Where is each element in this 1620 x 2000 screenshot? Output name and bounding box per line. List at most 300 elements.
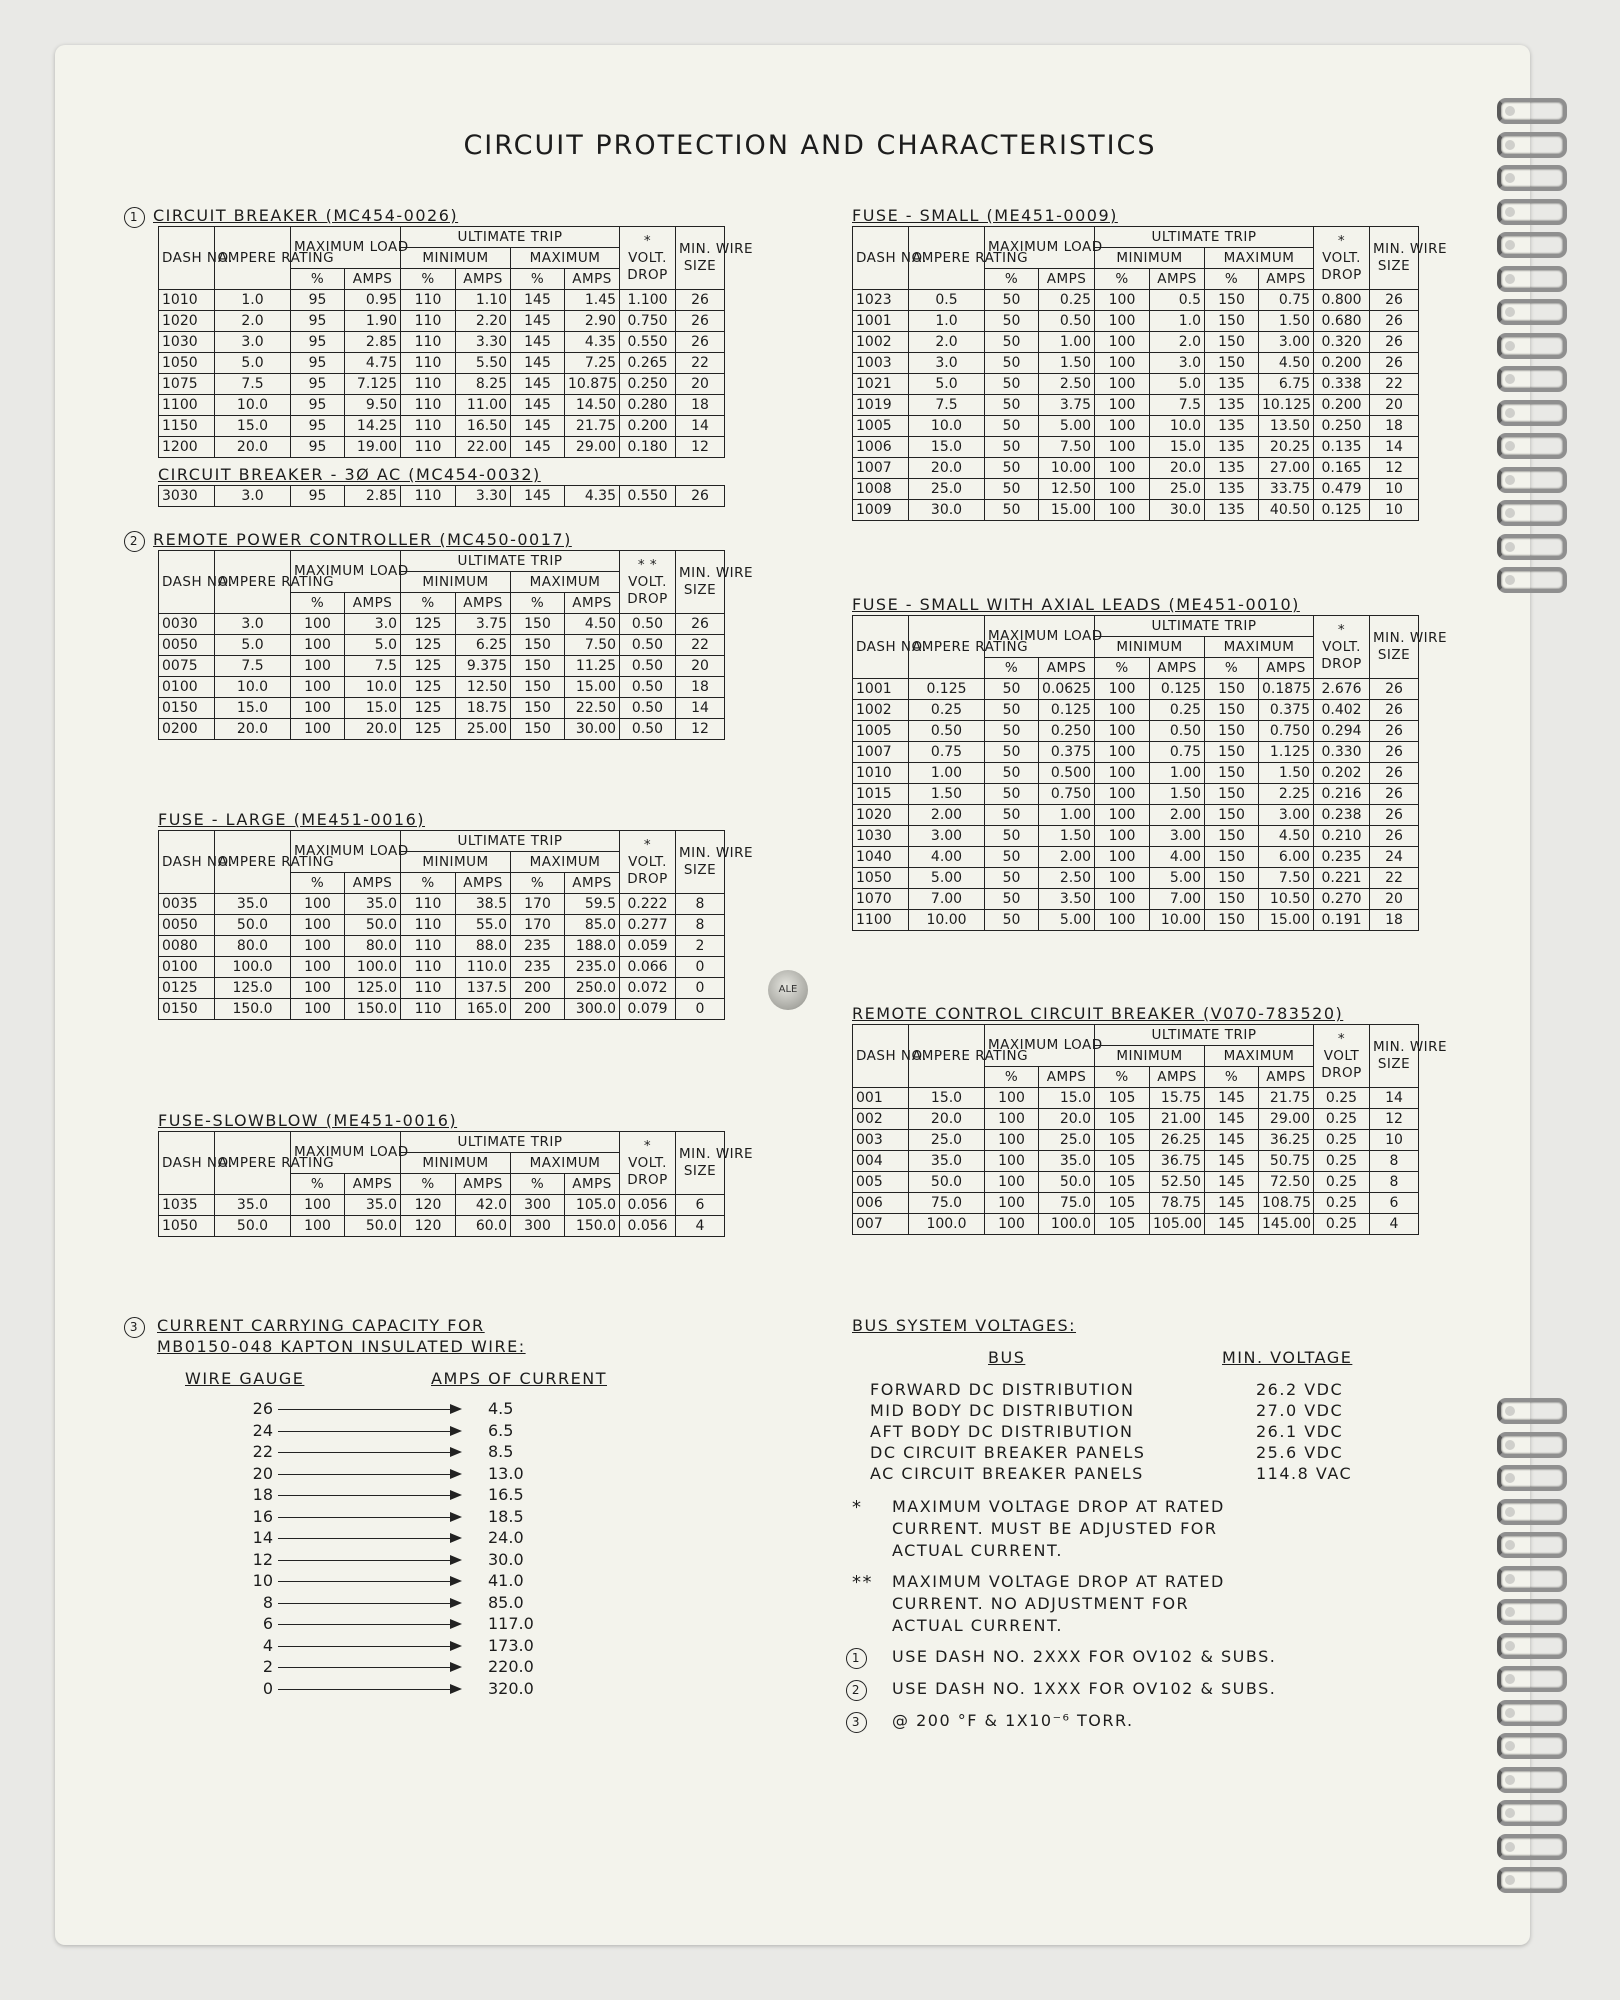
cell-min-wire-size: 18 bbox=[1370, 910, 1419, 931]
cell-ampere-rating: 1.50 bbox=[909, 784, 985, 805]
cell-ampere-rating: 3.0 bbox=[215, 486, 291, 507]
cell-max-trip-pct: 150 bbox=[511, 614, 565, 635]
cell-min-trip-pct: 120 bbox=[401, 1195, 456, 1216]
cell-min-trip-pct: 100 bbox=[1095, 458, 1150, 479]
table-row bbox=[853, 437, 1419, 458]
amps-value: 4.5 bbox=[488, 1399, 514, 1418]
cell-min-wire-size: 26 bbox=[1370, 290, 1419, 311]
cell-volt-drop: 0.680 bbox=[1314, 311, 1370, 332]
header-text: ULTIMATE TRIP bbox=[457, 552, 563, 569]
arrow-line bbox=[278, 1560, 458, 1561]
cell-max-load-amps: 7.125 bbox=[345, 374, 401, 395]
circled-number: 2 bbox=[846, 1680, 867, 1701]
cell-ampere-rating: 1.00 bbox=[909, 763, 985, 784]
cell-max-trip-amps: 10.50 bbox=[1259, 889, 1314, 910]
header-dash-no bbox=[853, 1025, 927, 1088]
header-text: % bbox=[530, 270, 545, 287]
cell-max-load-amps: 7.5 bbox=[345, 656, 401, 677]
header-text: % bbox=[310, 270, 325, 287]
cell-max-trip-amps: 1.45 bbox=[565, 290, 620, 311]
cell-min-trip-pct: 100 bbox=[1095, 416, 1150, 437]
numbered-note-marker bbox=[846, 1647, 867, 1669]
cell-ampere-rating: 2.0 bbox=[909, 332, 985, 353]
header-text: AMPS bbox=[1157, 659, 1197, 676]
cell-max-load-pct: 100 bbox=[291, 614, 345, 635]
cell-min-wire-size: 4 bbox=[676, 1216, 725, 1237]
header-text: % bbox=[310, 1175, 325, 1192]
cell-max-load-pct: 100 bbox=[985, 1193, 1039, 1214]
table-row bbox=[853, 332, 1419, 353]
table-row bbox=[853, 805, 1419, 826]
arrow-line bbox=[278, 1409, 458, 1410]
cell-min-trip-pct: 100 bbox=[1095, 721, 1150, 742]
header-maximum bbox=[511, 572, 620, 593]
spiral-ring bbox=[1497, 1867, 1567, 1893]
cell-max-load-pct: 50 bbox=[985, 311, 1039, 332]
cell-volt-drop: 0.280 bbox=[620, 395, 676, 416]
cell-max-trip-pct: 145 bbox=[511, 416, 565, 437]
header-text: MAXIMUM LOAD bbox=[988, 239, 1103, 255]
cell-max-load-pct: 50 bbox=[985, 374, 1039, 395]
header-text: * * bbox=[637, 556, 658, 573]
header-amps bbox=[1039, 658, 1095, 679]
cell-min-trip-amps: 3.30 bbox=[456, 332, 511, 353]
header-text: DASH NO. bbox=[856, 249, 927, 266]
header-text: % bbox=[1115, 1068, 1129, 1085]
header-text: * bbox=[1337, 1030, 1346, 1047]
cell-min-trip-pct: 110 bbox=[401, 374, 456, 395]
cell-max-trip-amps: 85.0 bbox=[565, 915, 620, 936]
cell-min-trip-amps: 16.50 bbox=[456, 416, 511, 437]
note-line: ACTUAL CURRENT. bbox=[892, 1541, 1063, 1560]
cell-max-trip-pct: 150 bbox=[511, 677, 565, 698]
cell-max-trip-pct: 145 bbox=[1205, 1151, 1259, 1172]
arrow-line bbox=[278, 1667, 458, 1668]
bus-column-header: BUS bbox=[988, 1348, 1026, 1367]
cell-max-load-pct: 100 bbox=[291, 656, 345, 677]
cell-min-trip-amps: 88.0 bbox=[456, 936, 511, 957]
header-text: MAXIMUM LOAD bbox=[294, 239, 409, 255]
header-text: DROP bbox=[627, 266, 668, 283]
header-text: VOLT. bbox=[628, 249, 667, 266]
cell-min-wire-size: 26 bbox=[1370, 742, 1419, 763]
cell-max-load-pct: 100 bbox=[291, 1195, 345, 1216]
cell-min-wire-size: 6 bbox=[676, 1195, 725, 1216]
header-ultimate-trip bbox=[401, 227, 620, 248]
cell-max-load-amps: 10.00 bbox=[1039, 458, 1095, 479]
cell-ampere-rating: 15.0 bbox=[909, 1088, 985, 1109]
cell-min-trip-pct: 100 bbox=[1095, 290, 1150, 311]
cell-min-wire-size: 22 bbox=[676, 353, 725, 374]
table-row bbox=[853, 374, 1419, 395]
cell-max-trip-amps: 22.50 bbox=[565, 698, 620, 719]
cell-volt-drop: 0.216 bbox=[1314, 784, 1370, 805]
cell-min-trip-pct: 110 bbox=[401, 332, 456, 353]
header-text: DROP bbox=[1321, 266, 1362, 283]
cell-min-trip-pct: 125 bbox=[401, 719, 456, 740]
arrow-icon bbox=[450, 1490, 462, 1500]
cell-max-load-amps: 0.50 bbox=[1039, 311, 1095, 332]
cell-volt-drop: 0.250 bbox=[1314, 416, 1370, 437]
cell-ampere-rating: 20.0 bbox=[909, 1109, 985, 1130]
wire-capacity-row bbox=[178, 1442, 578, 1463]
header-ampere-rating bbox=[215, 227, 335, 290]
circuit-breaker-table bbox=[158, 226, 754, 458]
cell-max-load-amps: 3.75 bbox=[1039, 395, 1095, 416]
cell-max-trip-pct: 300 bbox=[511, 1195, 565, 1216]
cell-ampere-rating: 35.0 bbox=[909, 1151, 985, 1172]
cell-min-trip-pct: 110 bbox=[401, 999, 456, 1020]
cell-min-wire-size: 22 bbox=[676, 635, 725, 656]
table-row bbox=[853, 721, 1419, 742]
cell-dash-no: 1100 bbox=[159, 395, 215, 416]
cell-max-trip-amps: 1.50 bbox=[1259, 311, 1314, 332]
cell-volt-drop: 0.750 bbox=[620, 311, 676, 332]
header-text: SIZE bbox=[1377, 1056, 1411, 1072]
cell-volt-drop: 1.100 bbox=[620, 290, 676, 311]
cell-volt-drop: 0.200 bbox=[1314, 353, 1370, 374]
header-amps bbox=[1150, 269, 1205, 290]
cell-max-load-pct: 50 bbox=[985, 290, 1039, 311]
header-volt-drop bbox=[620, 551, 676, 614]
cell-ampere-rating: 2.0 bbox=[215, 311, 291, 332]
table-row bbox=[853, 784, 1419, 805]
bus-name: DC CIRCUIT BREAKER PANELS bbox=[870, 1443, 1146, 1462]
cell-max-load-pct: 50 bbox=[985, 847, 1039, 868]
table-row bbox=[853, 826, 1419, 847]
cell-min-wire-size: 8 bbox=[676, 915, 725, 936]
cell-max-trip-pct: 300 bbox=[511, 1216, 565, 1237]
fuse-slowblow-title: FUSE-SLOWBLOW (ME451-0016) bbox=[158, 1111, 458, 1130]
cell-min-trip-pct: 100 bbox=[1095, 353, 1150, 374]
cell-dash-no: 1010 bbox=[853, 763, 909, 784]
note-line: CURRENT. MUST BE ADJUSTED FOR bbox=[892, 1519, 1218, 1538]
cell-ampere-rating: 7.5 bbox=[215, 656, 291, 677]
header-ampere-rating bbox=[909, 616, 1029, 679]
cell-max-trip-amps: 4.35 bbox=[565, 332, 620, 353]
wire-capacity-row bbox=[178, 1550, 578, 1571]
wire-gauge: 2 bbox=[262, 1657, 273, 1676]
cell-dash-no: 1075 bbox=[159, 374, 215, 395]
header-amps bbox=[1150, 1067, 1205, 1088]
arrow-icon bbox=[450, 1555, 462, 1565]
header-text: % bbox=[421, 594, 435, 611]
table-row bbox=[159, 332, 725, 353]
cell-dash-no: 1006 bbox=[853, 437, 909, 458]
cell-max-trip-amps: 1.125 bbox=[1259, 742, 1314, 763]
cell-max-trip-amps: 105.0 bbox=[565, 1195, 620, 1216]
cell-dash-no: 0100 bbox=[159, 957, 215, 978]
cell-min-wire-size: 26 bbox=[676, 311, 725, 332]
cell-min-trip-amps: 110.0 bbox=[456, 957, 511, 978]
fuse-large-title: FUSE - LARGE (ME451-0016) bbox=[158, 810, 425, 829]
wire-capacity-row bbox=[178, 1399, 578, 1420]
header-text: AMPERE RATING bbox=[218, 249, 335, 266]
spiral-ring bbox=[1497, 467, 1567, 493]
cell-max-load-amps: 2.85 bbox=[345, 332, 401, 353]
cell-min-trip-amps: 0.5 bbox=[1150, 290, 1205, 311]
cell-max-load-amps: 125.0 bbox=[345, 978, 401, 999]
table-row bbox=[159, 614, 725, 635]
cell-min-wire-size: 8 bbox=[1370, 1172, 1419, 1193]
header-text: * bbox=[643, 232, 652, 249]
arrow-icon bbox=[450, 1619, 462, 1629]
cell-ampere-rating: 7.5 bbox=[215, 374, 291, 395]
cell-dash-no: 1007 bbox=[853, 458, 909, 479]
spiral-ring bbox=[1497, 1532, 1567, 1558]
cell-max-load-amps: 0.750 bbox=[1039, 784, 1095, 805]
cell-max-load-amps: 0.250 bbox=[1039, 721, 1095, 742]
cell-min-trip-amps: 60.0 bbox=[456, 1216, 511, 1237]
cell-max-trip-amps: 29.00 bbox=[1259, 1109, 1314, 1130]
cell-max-trip-amps: 145.00 bbox=[1259, 1214, 1314, 1235]
arrow-icon bbox=[450, 1684, 462, 1694]
cell-min-trip-pct: 100 bbox=[1095, 889, 1150, 910]
cell-dash-no: 1001 bbox=[853, 679, 909, 700]
fuse-small-axial-title-row bbox=[852, 595, 1300, 614]
arrow-line bbox=[278, 1452, 458, 1453]
header-text: SIZE bbox=[683, 862, 717, 878]
cell-ampere-rating: 5.0 bbox=[909, 374, 985, 395]
spiral-ring bbox=[1497, 199, 1567, 225]
header-text: MINIMUM bbox=[1116, 249, 1183, 266]
header-text: MINIMUM bbox=[422, 249, 489, 266]
cell-min-trip-pct: 110 bbox=[401, 894, 456, 915]
wire-gauge: 18 bbox=[252, 1485, 273, 1504]
spiral-ring bbox=[1497, 534, 1567, 560]
fuse-slowblow-table bbox=[158, 1131, 754, 1237]
cell-min-wire-size: 20 bbox=[1370, 395, 1419, 416]
cell-min-trip-pct: 105 bbox=[1095, 1172, 1150, 1193]
circuit-breaker-3phase-title: CIRCUIT BREAKER - 3Ø AC (MC454-0032) bbox=[158, 465, 541, 484]
header-ultimate-trip bbox=[401, 831, 620, 852]
cell-min-trip-amps: 0.75 bbox=[1150, 742, 1205, 763]
cell-dash-no: 1050 bbox=[853, 868, 909, 889]
cell-max-load-pct: 50 bbox=[985, 458, 1039, 479]
cell-max-load-pct: 50 bbox=[985, 416, 1039, 437]
cell-ampere-rating: 50.0 bbox=[215, 1216, 291, 1237]
header-text: AMPS bbox=[352, 1175, 393, 1192]
cell-max-load-pct: 100 bbox=[985, 1151, 1039, 1172]
header-ultimate-trip bbox=[401, 1132, 620, 1153]
bus-min-voltage: 114.8 VAC bbox=[1256, 1464, 1353, 1483]
wire-capacity-row bbox=[178, 1507, 578, 1528]
table-row bbox=[853, 311, 1419, 332]
spiral-ring bbox=[1497, 1633, 1567, 1659]
cell-max-load-amps: 20.0 bbox=[1039, 1109, 1095, 1130]
cell-min-wire-size: 22 bbox=[1370, 374, 1419, 395]
table-row bbox=[159, 353, 725, 374]
cell-dash-no: 3030 bbox=[159, 486, 215, 507]
cell-dash-no: 1030 bbox=[159, 332, 215, 353]
cell-min-wire-size: 26 bbox=[1370, 311, 1419, 332]
cell-max-trip-pct: 145 bbox=[511, 437, 565, 458]
header-text: % bbox=[1004, 1068, 1019, 1085]
cell-max-trip-pct: 150 bbox=[1205, 763, 1259, 784]
cell-dash-no: 1005 bbox=[853, 721, 909, 742]
cell-ampere-rating: 5.0 bbox=[215, 635, 291, 656]
header-text: AMPS bbox=[352, 874, 393, 891]
circled-number: 3 bbox=[124, 1317, 145, 1338]
cell-max-load-pct: 95 bbox=[291, 395, 345, 416]
cell-max-load-amps: 35.0 bbox=[345, 1195, 401, 1216]
fuse-small-axial-table bbox=[852, 615, 1448, 931]
table-row bbox=[853, 290, 1419, 311]
cell-volt-drop: 0.330 bbox=[1314, 742, 1370, 763]
table-row bbox=[159, 677, 725, 698]
cell-min-trip-amps: 137.5 bbox=[456, 978, 511, 999]
cell-min-wire-size: 26 bbox=[1370, 700, 1419, 721]
cell-min-wire-size: 20 bbox=[676, 374, 725, 395]
cell-dash-no: 0150 bbox=[159, 698, 215, 719]
cell-ampere-rating: 125.0 bbox=[215, 978, 291, 999]
cell-volt-drop: 0.056 bbox=[620, 1195, 676, 1216]
cell-ampere-rating: 0.75 bbox=[909, 742, 985, 763]
arrow-icon bbox=[450, 1576, 462, 1586]
wire-capacity-row bbox=[178, 1614, 578, 1635]
cell-ampere-rating: 2.00 bbox=[909, 805, 985, 826]
cell-volt-drop: 0.250 bbox=[620, 374, 676, 395]
header-pct bbox=[1205, 1067, 1259, 1088]
cell-min-wire-size: 10 bbox=[1370, 1130, 1419, 1151]
cell-max-load-pct: 100 bbox=[985, 1172, 1039, 1193]
cell-max-trip-amps: 0.1875 bbox=[1259, 679, 1314, 700]
cell-min-trip-pct: 110 bbox=[401, 437, 456, 458]
spiral-ring bbox=[1497, 1432, 1567, 1458]
cell-volt-drop: 2.676 bbox=[1314, 679, 1370, 700]
header-text: SIZE bbox=[683, 258, 717, 274]
rivet: ALE bbox=[768, 970, 808, 1010]
cell-volt-drop: 0.056 bbox=[620, 1216, 676, 1237]
header-text: DROP bbox=[1321, 655, 1362, 672]
cell-max-trip-pct: 235 bbox=[511, 957, 565, 978]
cell-max-trip-amps: 59.5 bbox=[565, 894, 620, 915]
note-line: CURRENT. NO ADJUSTMENT FOR bbox=[892, 1594, 1190, 1613]
cell-max-trip-amps: 188.0 bbox=[565, 936, 620, 957]
cell-max-trip-amps: 6.00 bbox=[1259, 847, 1314, 868]
cell-max-load-pct: 100 bbox=[291, 978, 345, 999]
cell-max-load-pct: 50 bbox=[985, 784, 1039, 805]
cell-min-wire-size: 26 bbox=[1370, 805, 1419, 826]
cell-dash-no: 1002 bbox=[853, 700, 909, 721]
header-pct bbox=[401, 873, 456, 894]
table-row bbox=[853, 679, 1419, 700]
cell-max-trip-amps: 72.50 bbox=[1259, 1172, 1314, 1193]
cell-dash-no: 1020 bbox=[159, 311, 215, 332]
cell-min-wire-size: 0 bbox=[676, 999, 725, 1020]
cell-max-load-pct: 95 bbox=[291, 353, 345, 374]
cell-volt-drop: 0.294 bbox=[1314, 721, 1370, 742]
cell-max-load-pct: 95 bbox=[291, 311, 345, 332]
header-minimum bbox=[1095, 1046, 1205, 1067]
cell-dash-no: 1003 bbox=[853, 353, 909, 374]
cell-max-load-pct: 100 bbox=[291, 957, 345, 978]
cell-min-wire-size: 10 bbox=[1370, 500, 1419, 521]
cell-dash-no: 005 bbox=[853, 1172, 909, 1193]
wire-capacity-title-2: MB0150-048 KAPTON INSULATED WIRE: bbox=[157, 1337, 526, 1356]
cell-max-load-amps: 1.50 bbox=[1039, 353, 1095, 374]
cell-ampere-rating: 3.0 bbox=[215, 614, 291, 635]
cell-volt-drop: 0.180 bbox=[620, 437, 676, 458]
spiral-ring bbox=[1497, 567, 1567, 593]
header-text: * bbox=[643, 836, 652, 853]
cell-max-trip-pct: 145 bbox=[511, 353, 565, 374]
header-text: MIN. WIRE bbox=[1373, 630, 1448, 646]
header-text: DASH NO. bbox=[162, 573, 233, 590]
remote-control-circuit-breaker-title: REMOTE CONTROL CIRCUIT BREAKER (V070-783520) bbox=[852, 1004, 1344, 1023]
cell-max-load-amps: 4.75 bbox=[345, 353, 401, 374]
cell-dash-no: 1050 bbox=[159, 353, 215, 374]
cell-min-trip-amps: 2.00 bbox=[1150, 805, 1205, 826]
numbered-note-text: USE DASH NO. 2XXX FOR OV102 & SUBS. bbox=[892, 1647, 1277, 1666]
header-text: AMPS bbox=[1157, 1068, 1197, 1085]
cell-dash-no: 1007 bbox=[853, 742, 909, 763]
spiral-ring bbox=[1497, 1599, 1567, 1625]
cell-min-wire-size: 4 bbox=[1370, 1214, 1419, 1235]
cell-max-trip-pct: 150 bbox=[1205, 847, 1259, 868]
cell-max-load-amps: 0.375 bbox=[1039, 742, 1095, 763]
wire-gauge: 20 bbox=[252, 1463, 273, 1483]
cell-min-trip-amps: 10.00 bbox=[1150, 910, 1205, 931]
cell-ampere-rating: 4.00 bbox=[909, 847, 985, 868]
header-text: % bbox=[1224, 659, 1239, 676]
cell-min-wire-size: 26 bbox=[676, 290, 725, 311]
cell-min-trip-pct: 110 bbox=[401, 915, 456, 936]
cell-min-trip-pct: 105 bbox=[1095, 1193, 1150, 1214]
cell-max-trip-pct: 150 bbox=[1205, 721, 1259, 742]
cell-volt-drop: 0.50 bbox=[620, 614, 676, 635]
amps-value: 320.0 bbox=[488, 1678, 534, 1698]
bus-min-voltage: 26.1 VDC bbox=[1256, 1422, 1344, 1441]
cell-max-load-amps: 1.50 bbox=[1039, 826, 1095, 847]
header-amps bbox=[456, 873, 511, 894]
cell-max-load-pct: 50 bbox=[985, 805, 1039, 826]
cell-volt-drop: 0.25 bbox=[1314, 1088, 1370, 1109]
cell-min-trip-pct: 110 bbox=[401, 978, 456, 999]
table-row bbox=[853, 395, 1419, 416]
cell-min-trip-amps: 78.75 bbox=[1150, 1193, 1205, 1214]
header-text: % bbox=[1004, 270, 1019, 287]
table-row bbox=[853, 1214, 1419, 1235]
cell-ampere-rating: 80.0 bbox=[215, 936, 291, 957]
cell-max-load-amps: 5.0 bbox=[345, 635, 401, 656]
wire-gauge: 14 bbox=[252, 1528, 273, 1547]
header-text: AMPERE RATING bbox=[218, 1154, 335, 1171]
cell-dash-no: 0125 bbox=[159, 978, 215, 999]
arrow-line bbox=[278, 1495, 458, 1496]
cell-min-wire-size: 14 bbox=[1370, 1088, 1419, 1109]
cell-max-trip-amps: 0.375 bbox=[1259, 700, 1314, 721]
table-row bbox=[159, 656, 725, 677]
spiral-ring bbox=[1497, 98, 1567, 124]
cell-min-trip-amps: 11.00 bbox=[456, 395, 511, 416]
cell-max-trip-pct: 145 bbox=[511, 311, 565, 332]
table-row bbox=[159, 1216, 725, 1237]
cell-dash-no: 0200 bbox=[159, 719, 215, 740]
cell-dash-no: 1100 bbox=[853, 910, 909, 931]
arrow-line bbox=[278, 1474, 458, 1475]
cell-max-trip-pct: 145 bbox=[511, 486, 565, 507]
arrow-icon bbox=[450, 1598, 462, 1608]
cell-min-wire-size: 22 bbox=[1370, 868, 1419, 889]
header-maximum bbox=[1205, 248, 1314, 269]
table-row bbox=[159, 395, 725, 416]
cell-min-trip-pct: 100 bbox=[1095, 868, 1150, 889]
note-line: ACTUAL CURRENT. bbox=[892, 1616, 1063, 1635]
cell-max-load-amps: 7.50 bbox=[1039, 437, 1095, 458]
cell-max-trip-pct: 135 bbox=[1205, 458, 1259, 479]
cell-ampere-rating: 3.0 bbox=[909, 353, 985, 374]
